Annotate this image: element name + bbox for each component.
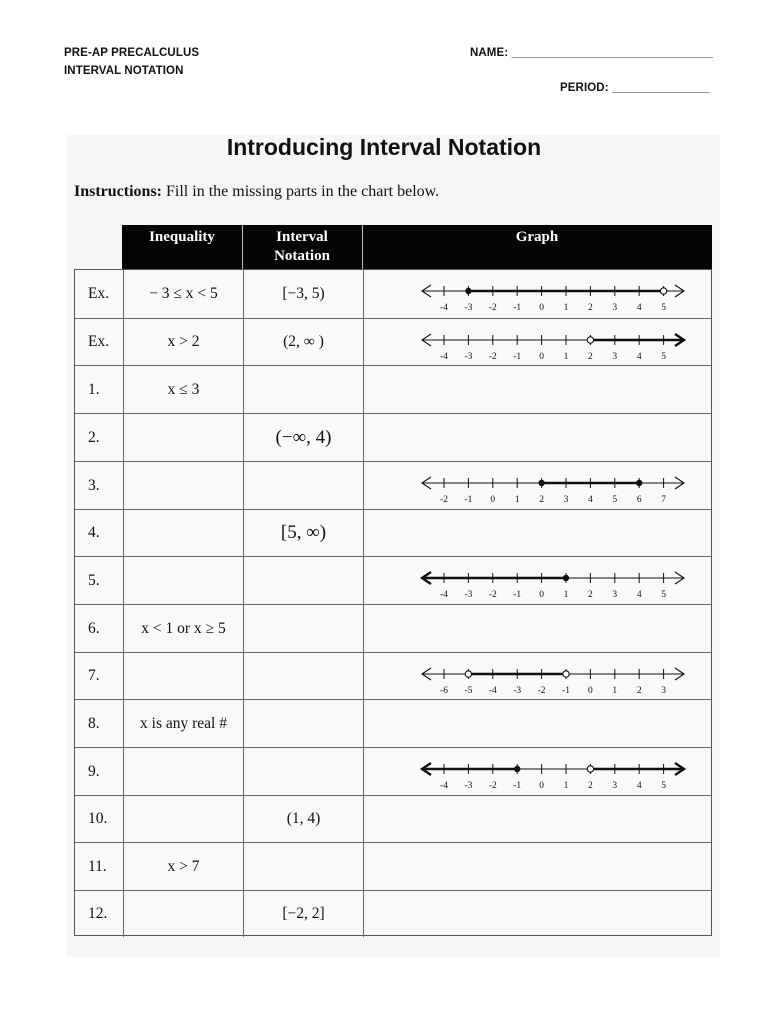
tick-label: 4 (636, 781, 642, 791)
graph-cell[interactable] (363, 510, 711, 556)
graph-cell (363, 748, 711, 795)
graph-cell (363, 319, 711, 365)
tick-label: 1 (563, 781, 569, 791)
tick-label: 0 (539, 590, 544, 600)
open-endpoint (563, 671, 569, 677)
row-label: 3. (88, 476, 100, 494)
table-row (75, 270, 711, 318)
open-endpoint (587, 766, 593, 772)
tick-label: 3 (612, 352, 618, 362)
table-row (75, 652, 711, 699)
tick-label: -2 (488, 781, 497, 791)
tick-label: 0 (588, 686, 593, 696)
inequality-cell: x < 1 or x ≥ 5 (123, 605, 243, 652)
closed-endpoint (636, 480, 642, 486)
inequality-cell[interactable] (123, 796, 243, 842)
table-row (75, 318, 711, 365)
interval-cell: [5, ∞) (243, 510, 363, 556)
row-label: 2. (88, 428, 100, 446)
column-header-inequality: Inequality (149, 229, 215, 245)
unit-title: INTERVAL NOTATION (64, 65, 184, 77)
tick-label: 2 (588, 352, 593, 362)
row-label: 1. (88, 380, 100, 398)
instructions-lead: Instructions: (74, 183, 163, 200)
interval-cell: (2, ∞ ) (243, 319, 363, 365)
tick-label: -2 (440, 495, 448, 505)
tick-label: 1 (563, 303, 569, 313)
row-label: 12. (88, 905, 108, 922)
table-row (75, 556, 711, 604)
closed-endpoint (465, 288, 471, 294)
closed-endpoint (538, 480, 544, 486)
table-header (122, 225, 712, 269)
tick-label: -2 (488, 303, 497, 313)
inequality-cell[interactable] (123, 748, 243, 795)
tick-label: 1 (563, 590, 569, 600)
tick-label: -2 (537, 686, 546, 696)
number-line (364, 276, 712, 324)
closed-endpoint (563, 575, 569, 581)
tick-label: 3 (612, 781, 618, 791)
row-label: 11. (88, 857, 107, 875)
graph-cell[interactable] (363, 891, 711, 937)
closed-endpoint (514, 766, 520, 772)
interval-cell: (1, 4) (243, 796, 363, 842)
tick-label: -3 (464, 590, 473, 600)
graph-cell[interactable] (363, 605, 711, 652)
row-label: 8. (88, 714, 100, 732)
tick-label: 3 (661, 686, 666, 696)
tick-label: -4 (440, 781, 448, 791)
graph-cell (363, 270, 711, 318)
table-row (75, 890, 711, 937)
tick-label: -1 (562, 686, 570, 696)
tick-label: 3 (563, 495, 569, 505)
graph-cell (363, 462, 711, 509)
interval-cell: (−∞, 4) (243, 414, 363, 461)
tick-label: 3 (612, 590, 618, 600)
tick-label: -4 (440, 590, 448, 600)
interval-cell[interactable] (243, 557, 363, 604)
table-row (75, 509, 711, 556)
inequality-cell[interactable] (123, 510, 243, 556)
period-field[interactable]: PERIOD: _______________ (560, 82, 710, 94)
tick-label: 2 (588, 303, 593, 313)
row-label: Ex. (88, 285, 110, 302)
interval-cell[interactable] (243, 605, 363, 652)
interval-cell[interactable] (243, 653, 363, 699)
tick-label: -1 (513, 781, 522, 791)
table-row (75, 795, 711, 842)
tick-label: -1 (513, 352, 522, 362)
table-row (75, 699, 711, 747)
interval-cell: [−3, 5) (243, 270, 363, 318)
tick-label: 0 (539, 303, 544, 313)
name-field[interactable]: NAME: _______________________________ (470, 47, 713, 59)
open-endpoint (587, 337, 593, 343)
graph-cell[interactable] (363, 843, 711, 890)
tick-label: -5 (464, 686, 473, 696)
tick-label: 0 (539, 781, 544, 791)
tick-label: -2 (488, 590, 497, 600)
graph-cell[interactable] (363, 414, 711, 461)
inequality-cell: x > 7 (123, 843, 243, 890)
tick-label: -6 (440, 686, 448, 696)
tick-label: -3 (464, 352, 473, 362)
row-label: 5. (88, 571, 100, 589)
tick-label: 2 (588, 781, 593, 791)
row-label: Ex. (88, 333, 110, 350)
interval-table (74, 269, 712, 936)
open-endpoint (660, 288, 666, 294)
table-row (75, 413, 711, 461)
graph-cell[interactable] (363, 796, 711, 842)
tick-label: 5 (612, 495, 618, 505)
table-row (75, 461, 711, 509)
graph-cell[interactable] (363, 366, 711, 413)
course-title: PRE-AP PRECALCULUS (64, 47, 200, 59)
tick-label: 4 (588, 495, 593, 505)
tick-label: -4 (488, 686, 497, 696)
inequality-cell[interactable] (123, 557, 243, 604)
graph-cell (363, 557, 711, 604)
tick-label: -1 (513, 303, 522, 313)
row-label: 4. (88, 524, 100, 541)
tick-label: 7 (661, 495, 666, 505)
page-title: Introducing Interval Notation (226, 134, 542, 160)
tick-label: -4 (440, 352, 448, 362)
instructions-text: Fill in the missing parts in the chart below. (162, 183, 440, 200)
interval-cell[interactable] (243, 462, 363, 509)
inequality-cell: − 3 ≤ x < 5 (123, 270, 243, 318)
tick-label: 5 (661, 352, 666, 362)
column-header-interval: Interval Notation (274, 229, 330, 264)
tick-label: 6 (636, 495, 642, 505)
row-label: 7. (88, 667, 100, 684)
graph-cell[interactable] (363, 700, 711, 747)
table-row (75, 604, 711, 652)
tick-label: 1 (563, 352, 569, 362)
tick-label: 1 (514, 495, 520, 505)
tick-label: -1 (464, 495, 473, 505)
interval-cell: [−2, 2] (243, 891, 363, 937)
tick-label: -3 (464, 303, 473, 313)
table-row (75, 365, 711, 413)
row-label: 9. (88, 762, 100, 780)
interval-cell[interactable] (243, 700, 363, 747)
tick-label: 0 (490, 495, 496, 505)
open-endpoint (465, 671, 471, 677)
tick-label: 4 (636, 352, 642, 362)
tick-label: 5 (661, 781, 666, 791)
table-row (75, 747, 711, 795)
tick-label: -2 (488, 352, 497, 362)
tick-label: -4 (440, 303, 448, 313)
inequality-cell[interactable] (123, 414, 243, 461)
interval-cell[interactable] (243, 748, 363, 795)
tick-label: 2 (539, 495, 544, 505)
tick-label: 0 (539, 352, 544, 362)
tick-label: -3 (513, 686, 522, 696)
tick-label: 2 (588, 590, 593, 600)
row-label: 6. (88, 619, 100, 637)
tick-label: 4 (636, 590, 642, 600)
inequality-cell: x ≤ 3 (123, 366, 243, 413)
inequality-cell: x is any real # (123, 700, 243, 747)
tick-label: 5 (661, 590, 666, 600)
inequality-cell[interactable] (123, 653, 243, 699)
inequality-cell[interactable] (123, 462, 243, 509)
inequality-cell: x > 2 (123, 319, 243, 365)
interval-cell[interactable] (243, 366, 363, 413)
tick-label: 4 (636, 303, 642, 313)
tick-label: -3 (464, 781, 473, 791)
instructions (74, 183, 439, 201)
table-row (75, 842, 711, 890)
tick-label: -1 (513, 590, 522, 600)
tick-label: 1 (612, 686, 618, 696)
interval-cell[interactable] (243, 843, 363, 890)
row-label: 10. (88, 810, 108, 827)
tick-label: 5 (661, 303, 666, 313)
inequality-cell[interactable] (123, 891, 243, 937)
graph-cell (363, 653, 711, 699)
column-header-graph: Graph (515, 229, 559, 245)
tick-label: 2 (636, 686, 642, 696)
tick-label: 3 (612, 303, 618, 313)
